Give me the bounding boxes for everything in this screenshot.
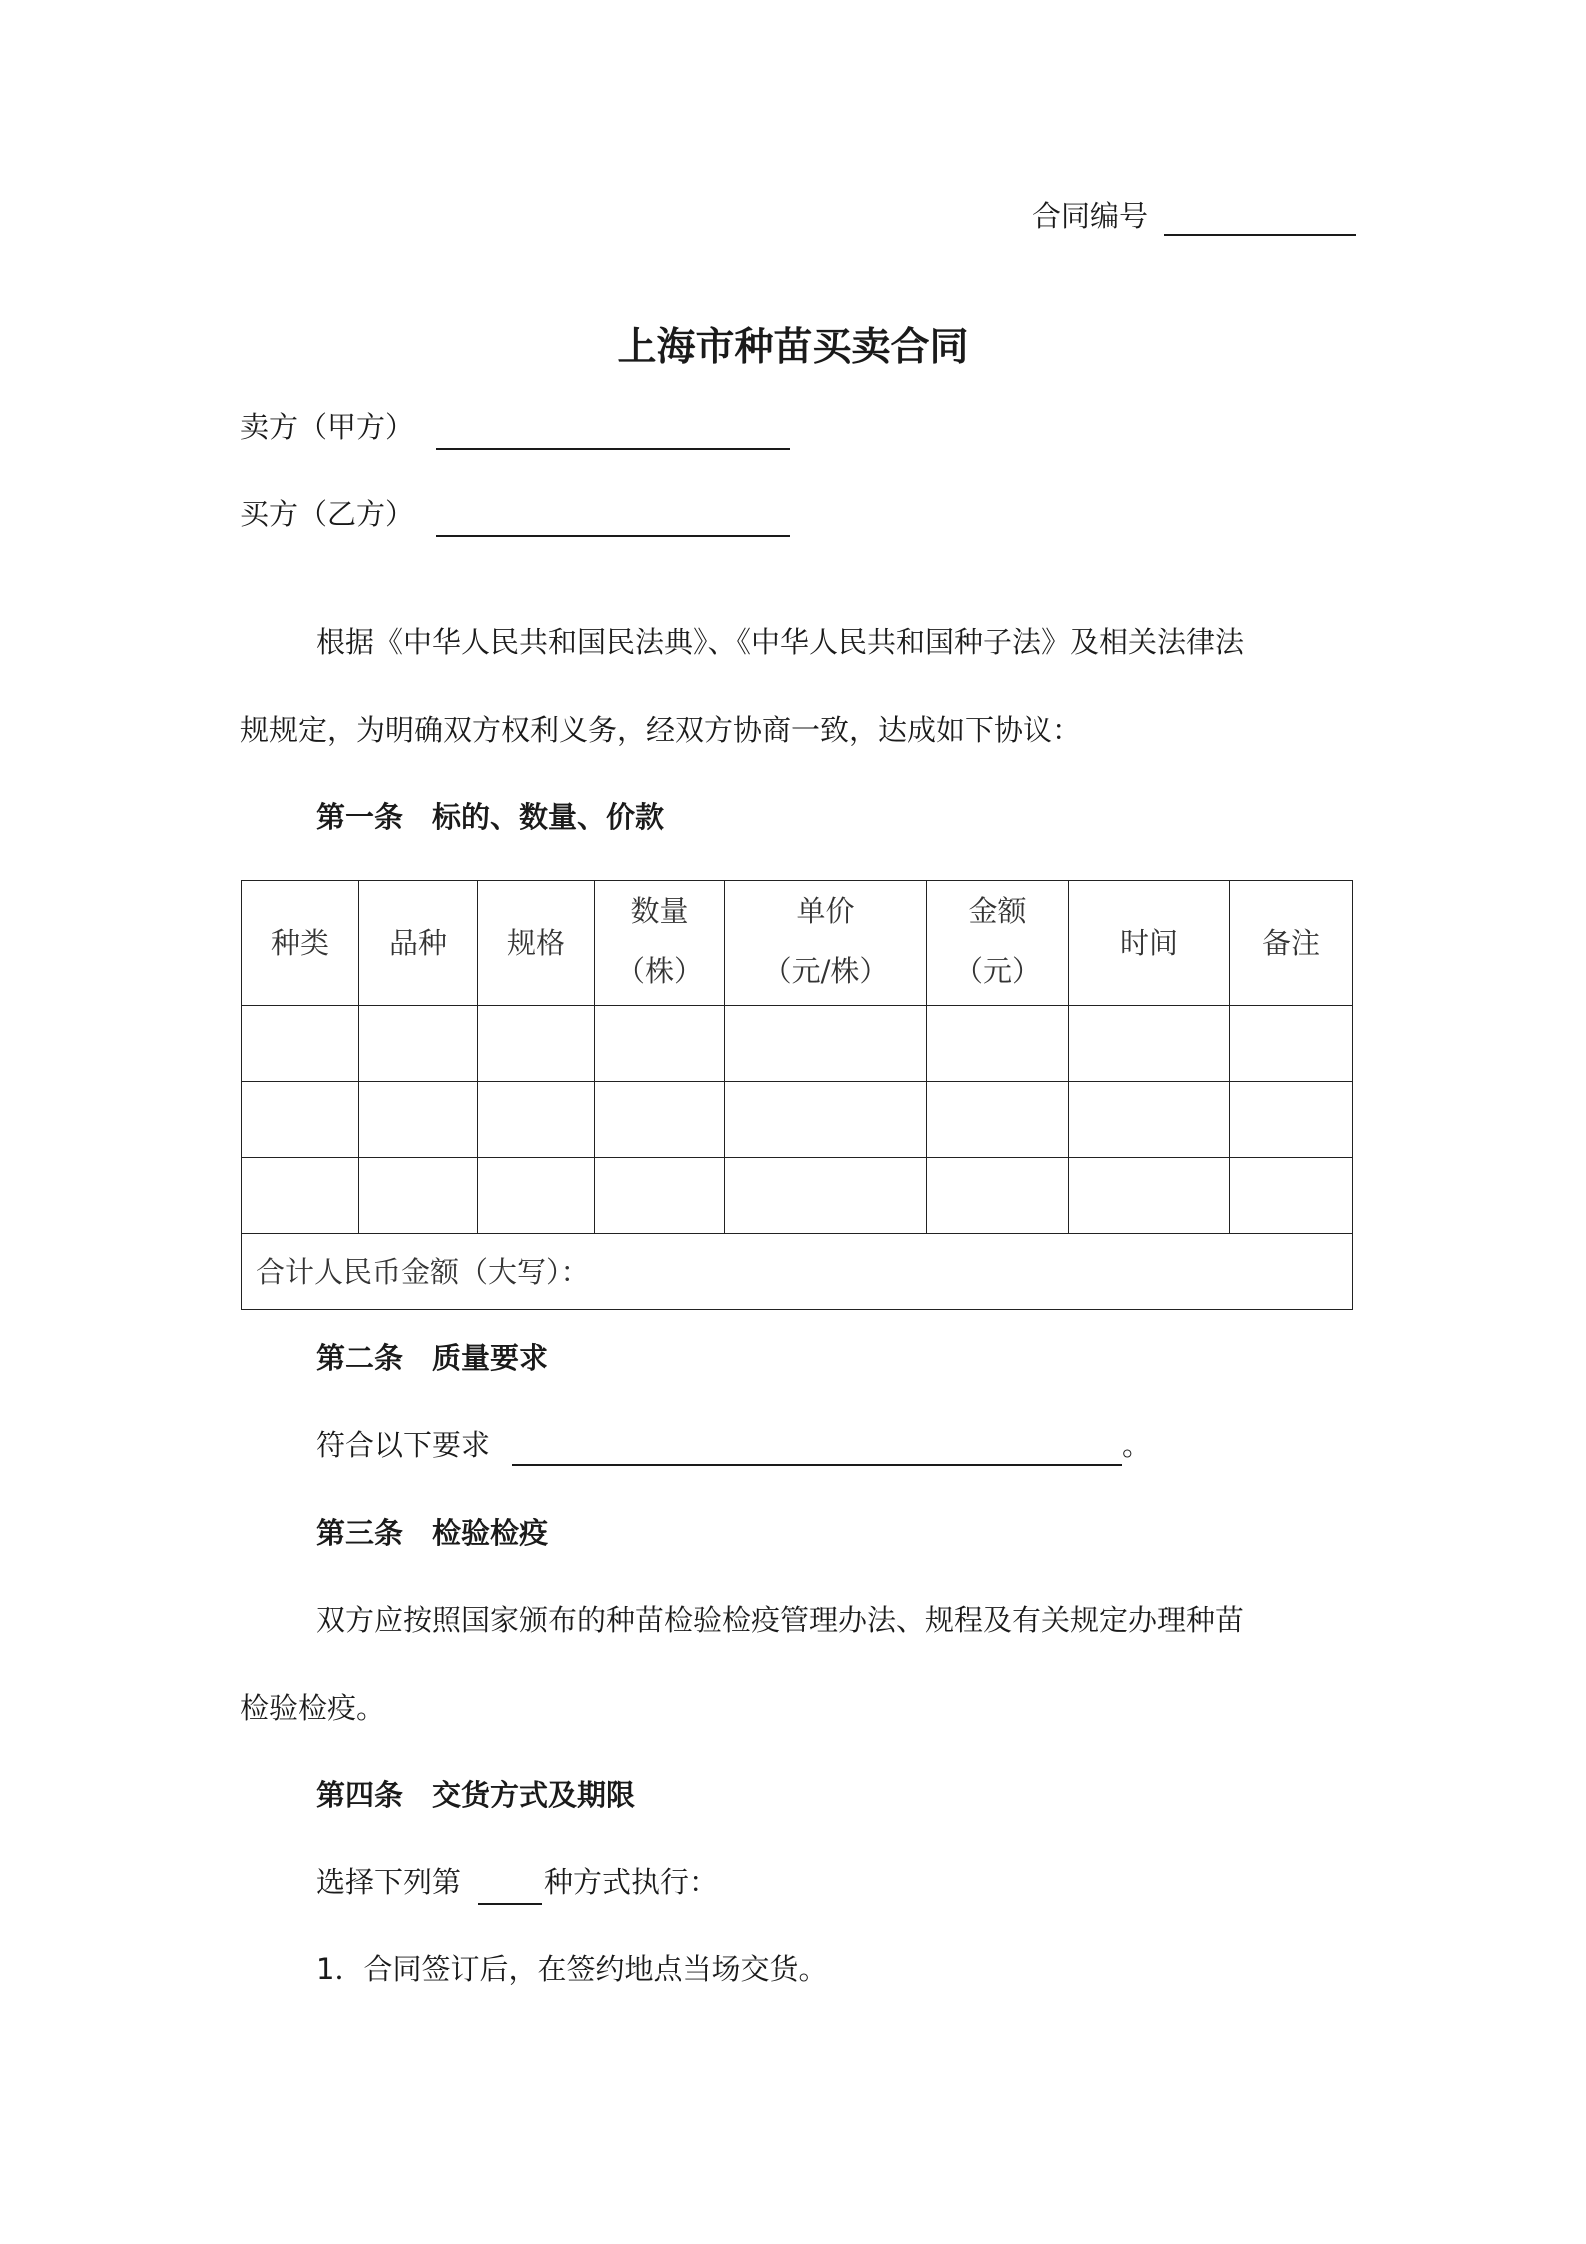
table-cell[interactable] [1230, 1082, 1353, 1158]
table-cell[interactable] [478, 1158, 595, 1234]
table-cell[interactable] [725, 1158, 927, 1234]
table-cell[interactable] [595, 1006, 725, 1082]
table-cell[interactable] [595, 1082, 725, 1158]
quality-text-after: 。 [1122, 1428, 1152, 1462]
seller-field[interactable] [436, 448, 790, 450]
col-header-quantity: 数量 （株） [595, 881, 725, 1006]
table-cell[interactable] [927, 1082, 1069, 1158]
col-header-spec: 规格 [478, 881, 595, 1006]
article-3-line-1: 双方应按照国家颁布的种苗检验检疫管理办法、规程及有关规定办理种苗 [316, 1603, 1245, 1637]
seller-label: 卖方（甲方） [240, 410, 415, 444]
col-header-unit-price: 单价 （元/株） [725, 881, 927, 1006]
table-cell[interactable] [478, 1082, 595, 1158]
buyer-field[interactable] [436, 535, 790, 537]
table-cell[interactable] [242, 1006, 359, 1082]
total-amount-label: 合计人民币金额（大写）： [256, 1254, 590, 1289]
contract-number-field[interactable] [1164, 234, 1356, 236]
contract-number-label: 合同编号 [1032, 199, 1149, 233]
goods-table [241, 880, 1353, 1310]
table-row [242, 1006, 1353, 1082]
table-cell[interactable] [927, 1158, 1069, 1234]
table-cell[interactable] [1230, 1158, 1353, 1234]
quality-text-before: 符合以下要求 [316, 1428, 491, 1462]
article-3-heading: 第三条 检验检疫 [316, 1516, 549, 1550]
table-header-row [242, 881, 1353, 1006]
col-header-variety: 品种 [359, 881, 478, 1006]
preamble-line-2: 规规定，为明确双方权利义务，经双方协商一致，达成如下协议： [240, 713, 1082, 747]
table-cell[interactable] [359, 1006, 478, 1082]
delivery-option-1: 1．合同签订后，在签约地点当场交货。 [316, 1952, 828, 1986]
table-cell[interactable] [359, 1158, 478, 1234]
delivery-select-text-after: 种方式执行： [544, 1865, 719, 1899]
col-header-type: 种类 [242, 881, 359, 1006]
article-4-heading: 第四条 交货方式及期限 [316, 1778, 636, 1812]
col-header-remarks: 备注 [1230, 881, 1353, 1006]
table-cell[interactable] [595, 1158, 725, 1234]
delivery-option-field[interactable] [478, 1903, 542, 1905]
table-row [242, 1158, 1353, 1234]
col-header-time: 时间 [1069, 881, 1230, 1006]
table-cell[interactable] [725, 1006, 927, 1082]
buyer-label: 买方（乙方） [240, 497, 415, 531]
table-row [242, 1082, 1353, 1158]
article-3-line-2: 检验检疫。 [240, 1691, 386, 1725]
table-total-row [242, 1234, 1353, 1310]
table-cell[interactable] [1230, 1006, 1353, 1082]
table-cell[interactable] [359, 1082, 478, 1158]
table-cell[interactable] [1069, 1006, 1230, 1082]
table-cell[interactable] [242, 1082, 359, 1158]
article-2-heading: 第二条 质量要求 [316, 1341, 549, 1375]
document-title: 上海市种苗买卖合同 [617, 325, 969, 370]
preamble-line-1: 根据《中华人民共和国民法典》、《中华人民共和国种子法》及相关法律法 [316, 625, 1245, 659]
table-cell[interactable] [242, 1158, 359, 1234]
table-cell[interactable] [1069, 1082, 1230, 1158]
quality-requirement-field[interactable] [512, 1464, 1122, 1466]
total-amount-cell[interactable] [242, 1234, 1353, 1310]
article-1-heading: 第一条 标的、数量、价款 [316, 800, 665, 834]
table-cell[interactable] [927, 1006, 1069, 1082]
table-cell[interactable] [478, 1006, 595, 1082]
delivery-select-text-before: 选择下列第 [316, 1865, 462, 1899]
col-header-amount: 金额 （元） [927, 881, 1069, 1006]
table-cell[interactable] [1069, 1158, 1230, 1234]
table-cell[interactable] [725, 1082, 927, 1158]
